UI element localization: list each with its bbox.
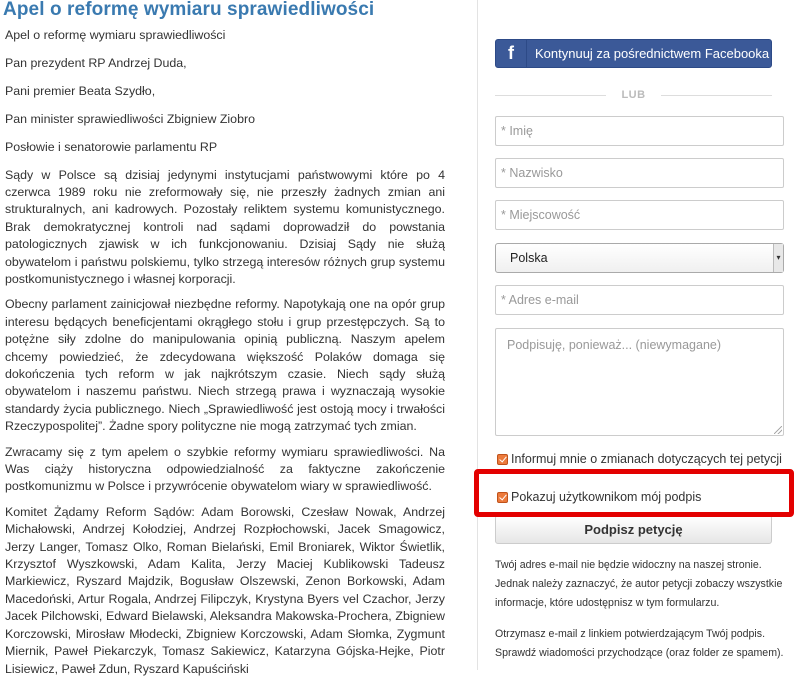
or-separator (495, 88, 772, 102)
petition-heading: Apel o reformę wymiaru sprawiedliwości (5, 28, 226, 42)
separator-line-right (661, 95, 772, 96)
privacy-note: Twój adres e-mail nie będzie widoczny na naszej stronie. Jednak należy zaznaczyć, że autor petycji zobaczy wszystkie informacje, które udostępnisz w tym formularzu. (495, 559, 783, 610)
notify-checkbox-label: Informuj mnie o zmianach dotyczących tej petycji (511, 452, 782, 466)
separator-line-left (495, 95, 606, 96)
petition-text (5, 27, 445, 686)
column-divider (477, 0, 478, 670)
resize-grip-icon[interactable] (774, 426, 782, 434)
paragraph-appeal: Zwracamy się z tym apelem o szybkie reformy wymiaru sprawiedliwości. Na Was ciąży historyczna odpowiedzialność za faktyczne zakończenie postkomunizmu w Polsce i przywrócenie obywatelom wiary w sprawiedliwość. (5, 444, 445, 494)
paragraph-committee: Komitet Żądamy Reform Sądów: Adam Borowski, Czesław Nowak, Andrzej Michałowski, Andrzej Kołodziej, Andrzej Rozpłochowski, Jacek Smagowicz, Jerzy Langer, Tomasz Olko, Roman Bielański, Emil Broniarek, Wiktor Świetlik, Krzysztof Wyszkowski, Adam Kalita, Jerzy Maciej Kublikowski Tadeusz Markiewicz, Ryszard Majdzik, Bogusław Olszewski, Zenon Borkowski, Adam Macedoński, Artur Rogala, Andrzej Filipczyk, Krystyna Byers vel Czachor, Jerzy Jacek Pilchowski, Edward Bielawski, Aleksandra Makowska-Prochera, Zbigniew Korczowski, Mirosław Młodecki, Zbigniew Korczowski, Adam Słomka, Zygmunt Miernik, Paweł Piekarczyk, Tomasz Sakiewicz, Katarzyna Gójska-Hejke, Piotr Lisiewicz, Paweł Zdun, Ryszard Kapuściński (5, 504, 445, 676)
confirm-note: Otrzymasz e-mail z linkiem potwierdzającym Twój podpis. Sprawdź wiadomości przychodzące (oraz folder ze spamem). (495, 628, 784, 660)
sign-petition-button[interactable]: Podpisz petycję (495, 515, 772, 544)
comment-textarea[interactable] (495, 328, 784, 436)
page-title: Apel o reformę wymiaru sprawiedliwości (3, 0, 375, 20)
facebook-login-button[interactable] (495, 39, 772, 68)
country-select[interactable] (495, 243, 784, 273)
country-select-value: Polska (510, 251, 548, 265)
notify-checkbox[interactable] (497, 454, 508, 465)
facebook-icon: f (496, 40, 527, 67)
city-field[interactable]: * Miejscowość (495, 200, 784, 230)
select-arrow-icon: ▾ (773, 244, 783, 272)
addressee-parliament: Posłowie i senatorowie parlamentu RP (5, 139, 218, 154)
first-name-field[interactable]: * Imię (495, 116, 784, 146)
facebook-button-label: Kontynuuj za pośrednictwem Facebooka (535, 46, 770, 61)
paragraph-parliament: Obecny parlament zainicjował niezbędne reformy. Napotykają one na opór grup interesu będących beneficjentami okrągłego stołu i grup przestępczych. Są to potężne siły zdolne do manipulowania opinią publiczną. Naszym apelem chcemy powiedzieć, że zdecydowana większość Polaków domaga się dokończenia tych reform w jak najkrótszym czasie. Niech sądy służą obywatelom i naszemu państwu. Niech strzegą prawa i wyznaczają wysokie standardy życia publicznego. Niech „Sprawiedliwość jest ostoją mocy i trwałości Rzeczypospolitej”. Żadne spory polityczne nie mogą zatrzymać tych zmian. (5, 297, 445, 434)
notify-checkbox-row[interactable] (497, 452, 782, 466)
show-signature-checkbox-label: Pokazuj użytkownikom mój podpis (511, 490, 702, 504)
or-label: LUB (621, 89, 646, 101)
email-field[interactable]: * Adres e-mail (495, 285, 784, 315)
last-name-field[interactable]: * Nazwisko (495, 158, 784, 188)
highlight-box (474, 469, 794, 517)
comment-placeholder: Podpisuję, ponieważ... (niewymagane) (507, 338, 722, 352)
addressee-premier: Pani premier Beata Szydło, (5, 83, 156, 98)
addressee-minister: Pan minister sprawiedliwości Zbigniew Ziobro (5, 111, 255, 126)
addressee-president: Pan prezydent RP Andrzej Duda, (5, 55, 187, 70)
paragraph-courts: Sądy w Polsce są dzisiaj jedynymi instytucjami państwowymi które po 4 czerwca 1989 roku nie zreformowały się, nie przeszły żadnych zmian ani strukturalnych, ani kadrowych. Pozostały reliktem systemu komunistycznego. Brak demokratycznej kontroli nad sądami doprowadził do powstania patologicznych zjawisk w ich funkcjonowaniu. Dzisiaj Sądy nie służą obywatelom i państwu polskiemu, tylko strzegą interesów różnych grup systemu postkomunistycznego i własnej korporacji. (5, 167, 445, 286)
